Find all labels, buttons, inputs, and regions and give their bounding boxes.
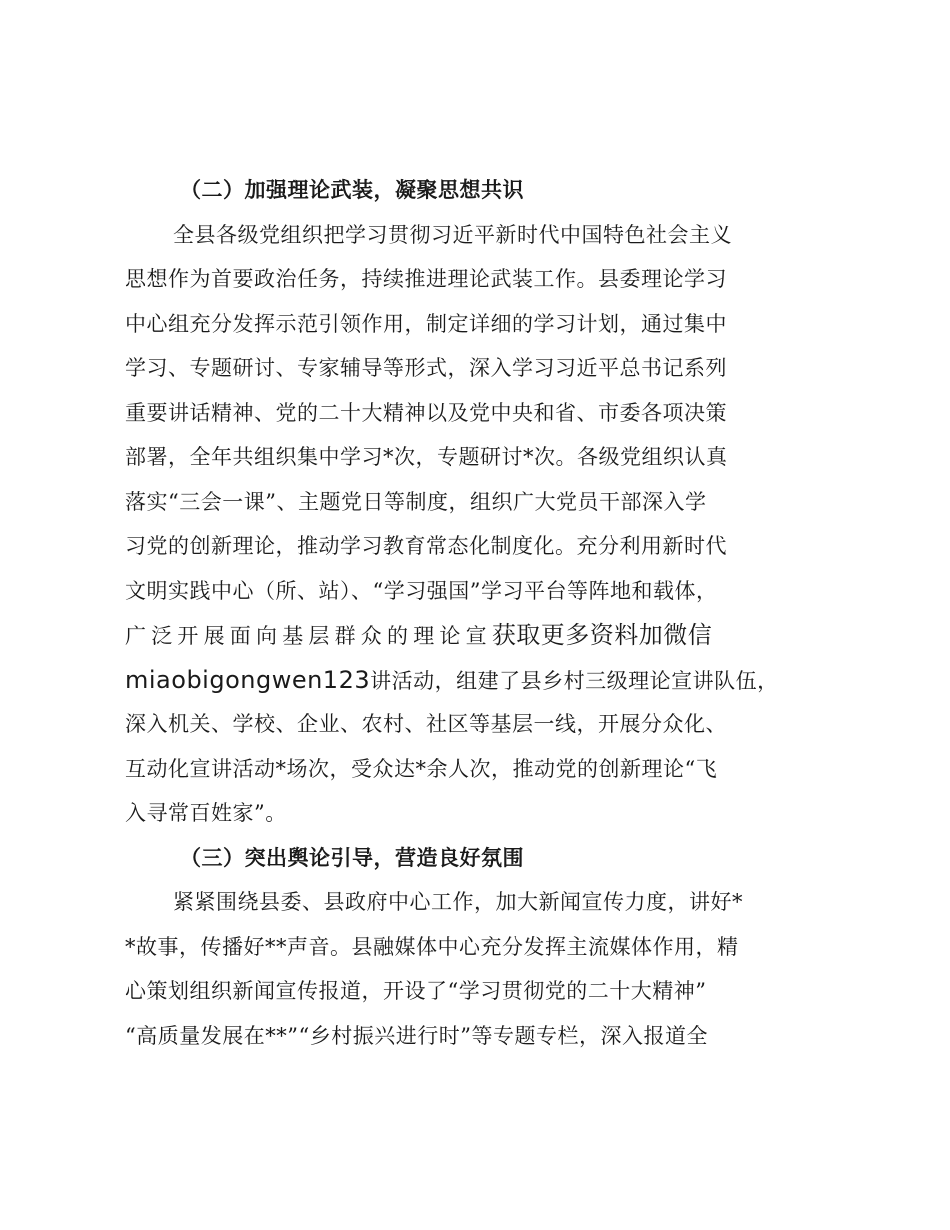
paragraph-line: 部署，全年共组织集中学习*次，专题研讨*次。各级党组织认真 [125,445,728,469]
paragraph-line: 入寻常百姓家”。 [125,801,287,825]
paragraph-line [125,658,850,703]
section-heading: （二）加强理论武装，凝聚思想共识 [180,178,524,202]
paragraph-line: 互动化宣讲活动*场次，受众达*余人次，推动党的创新理论“飞 [125,756,718,781]
paragraph-line: “高质量发展在**”“乡村振兴进行时”等专题专栏，深入报道全 [125,1023,708,1048]
promo-wechat-id: miaobigongwen123 [125,665,371,694]
paragraph-line: 习党的创新理论，推动学习教育常态化制度化。充分利用新时代 [125,534,727,558]
paragraph-text: 广泛开展面向基层群众的理论宣 [125,624,492,648]
paragraph-line: 学习、专题研讨、专家辅导等形式，深入学习习近平总书记系列 [125,356,727,380]
paragraph-line: 深入机关、学校、企业、农村、社区等基层一线，开展分众化、 [125,712,727,736]
paragraph-line: 紧紧围绕县委、县政府中心工作，加大新闻宣传力度，讲好* [173,890,743,914]
paragraph-line: 重要讲话精神、党的二十大精神以及党中央和省、市委各项决策 [125,400,727,425]
paragraph-line: 心策划组织新闻宣传报道，开设了“学习贯彻党的二十大精神” [125,979,707,1003]
paragraph-text: 讲活动，组建了县乡村三级理论宣讲队伍， [370,668,779,693]
paragraph-line: 文明实践中心（所、站）、“学习强国”学习平台等阵地和载体， [125,578,718,603]
section-heading: （三）突出舆论引导，营造良好氛围 [180,845,524,870]
paragraph-line: 落实“三会一课”、主题党日等制度，组织广大党员干部深入学 [125,489,707,514]
paragraph-line: 中心组充分发挥示范引领作用，制定详细的学习计划，通过集中 [125,311,727,336]
paragraph-line [125,613,850,658]
paragraph-line: 全县各级党组织把学习贯彻习近平新时代中国特色社会主义 [173,222,732,247]
document-page [125,168,850,1058]
paragraph-line: 思想作为首要政治任务，持续推进理论武装工作。县委理论学习 [125,267,727,291]
promo-text: 获取更多资料加微信 [491,621,713,649]
paragraph-line: *故事，传播好**声音。县融媒体中心充分发挥主流媒体作用，精 [125,934,739,959]
